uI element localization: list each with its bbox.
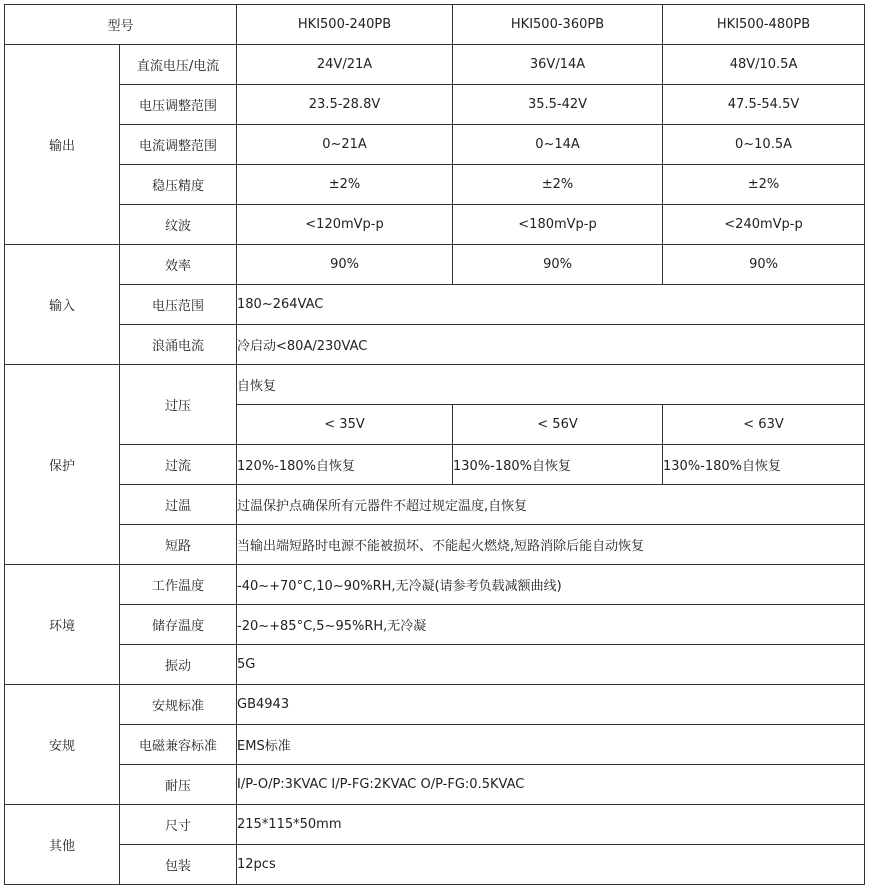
- cell: 0~10.5A: [663, 125, 865, 165]
- table-row: [5, 445, 865, 485]
- row-label: 过温: [120, 485, 237, 525]
- table-row: [5, 845, 865, 885]
- group-safety: 安规: [5, 685, 120, 805]
- cell: 215*115*50mm: [237, 805, 865, 845]
- cell: 130%-180%自恢复: [663, 445, 865, 485]
- table-row: [5, 525, 865, 565]
- table-row: [5, 165, 865, 205]
- row-label: 过流: [120, 445, 237, 485]
- row-label: 储存温度: [120, 605, 237, 645]
- cell: 90%: [453, 245, 663, 285]
- cell: <240mVp-p: [663, 205, 865, 245]
- cell: EMS标准: [237, 725, 865, 765]
- row-label: 包装: [120, 845, 237, 885]
- cell: 24V/21A: [237, 45, 453, 85]
- cell: 35.5-42V: [453, 85, 663, 125]
- cell: <120mVp-p: [237, 205, 453, 245]
- row-label: 电压范围: [120, 285, 237, 325]
- row-label: 短路: [120, 525, 237, 565]
- cell: 47.5-54.5V: [663, 85, 865, 125]
- cell: -20~+85°C,5~95%RH,无冷凝: [237, 605, 865, 645]
- table-row: [5, 365, 865, 405]
- cell: GB4943: [237, 685, 865, 725]
- table-row: [5, 725, 865, 765]
- table-row: [5, 285, 865, 325]
- cell: 冷启动<80A/230VAC: [237, 325, 865, 365]
- row-label: 过压: [120, 365, 237, 445]
- row-label: 电磁兼容标准: [120, 725, 237, 765]
- row-label: 工作温度: [120, 565, 237, 605]
- cell: -40~+70°C,10~90%RH,无冷凝(请参考负载减额曲线): [237, 565, 865, 605]
- table-row: [5, 485, 865, 525]
- table-row: [5, 205, 865, 245]
- model-header: 型号: [5, 5, 237, 45]
- table-row: [5, 605, 865, 645]
- cell: 90%: [237, 245, 453, 285]
- cell: 48V/10.5A: [663, 45, 865, 85]
- table-row: [5, 45, 865, 85]
- row-label: 纹波: [120, 205, 237, 245]
- cell: < 35V: [237, 405, 453, 445]
- cell: 130%-180%自恢复: [453, 445, 663, 485]
- cell: 180~264VAC: [237, 285, 865, 325]
- cell: 过温保护点确保所有元器件不超过规定温度,自恢复: [237, 485, 865, 525]
- cell: ±2%: [663, 165, 865, 205]
- group-protection: 保护: [5, 365, 120, 565]
- group-environment: 环境: [5, 565, 120, 685]
- row-label: 电流调整范围: [120, 125, 237, 165]
- cell: 5G: [237, 645, 865, 685]
- group-other: 其他: [5, 805, 120, 885]
- cell: < 63V: [663, 405, 865, 445]
- group-input: 输入: [5, 245, 120, 365]
- cell: < 56V: [453, 405, 663, 445]
- cell: 90%: [663, 245, 865, 285]
- table-row: [5, 245, 865, 285]
- row-label: 振动: [120, 645, 237, 685]
- row-label: 耐压: [120, 765, 237, 805]
- cell: ±2%: [237, 165, 453, 205]
- cell: I/P-O/P:3KVAC I/P-FG:2KVAC O/P-FG:0.5KVAC: [237, 765, 865, 805]
- cell: 0~21A: [237, 125, 453, 165]
- row-label: 稳压精度: [120, 165, 237, 205]
- cell: 自恢复: [237, 365, 865, 405]
- header-row: [5, 5, 865, 45]
- row-label: 浪涌电流: [120, 325, 237, 365]
- spec-table: [4, 4, 865, 885]
- cell: ±2%: [453, 165, 663, 205]
- cell: <180mVp-p: [453, 205, 663, 245]
- cell: 120%-180%自恢复: [237, 445, 453, 485]
- cell: 0~14A: [453, 125, 663, 165]
- model-480pb: HKI500-480PB: [663, 5, 865, 45]
- group-output: 输出: [5, 45, 120, 245]
- table-row: [5, 565, 865, 605]
- cell: 12pcs: [237, 845, 865, 885]
- row-label: 效率: [120, 245, 237, 285]
- model-360pb: HKI500-360PB: [453, 5, 663, 45]
- cell: 当输出端短路时电源不能被损坏、不能起火燃烧,短路消除后能自动恢复: [237, 525, 865, 565]
- table-row: [5, 325, 865, 365]
- table-row: [5, 805, 865, 845]
- table-row: [5, 85, 865, 125]
- row-label: 电压调整范围: [120, 85, 237, 125]
- table-row: [5, 125, 865, 165]
- table-row: [5, 765, 865, 805]
- model-240pb: HKI500-240PB: [237, 5, 453, 45]
- cell: 36V/14A: [453, 45, 663, 85]
- table-row: [5, 645, 865, 685]
- table-row: [5, 685, 865, 725]
- row-label: 直流电压/电流: [120, 45, 237, 85]
- row-label: 安规标准: [120, 685, 237, 725]
- cell: 23.5-28.8V: [237, 85, 453, 125]
- row-label: 尺寸: [120, 805, 237, 845]
